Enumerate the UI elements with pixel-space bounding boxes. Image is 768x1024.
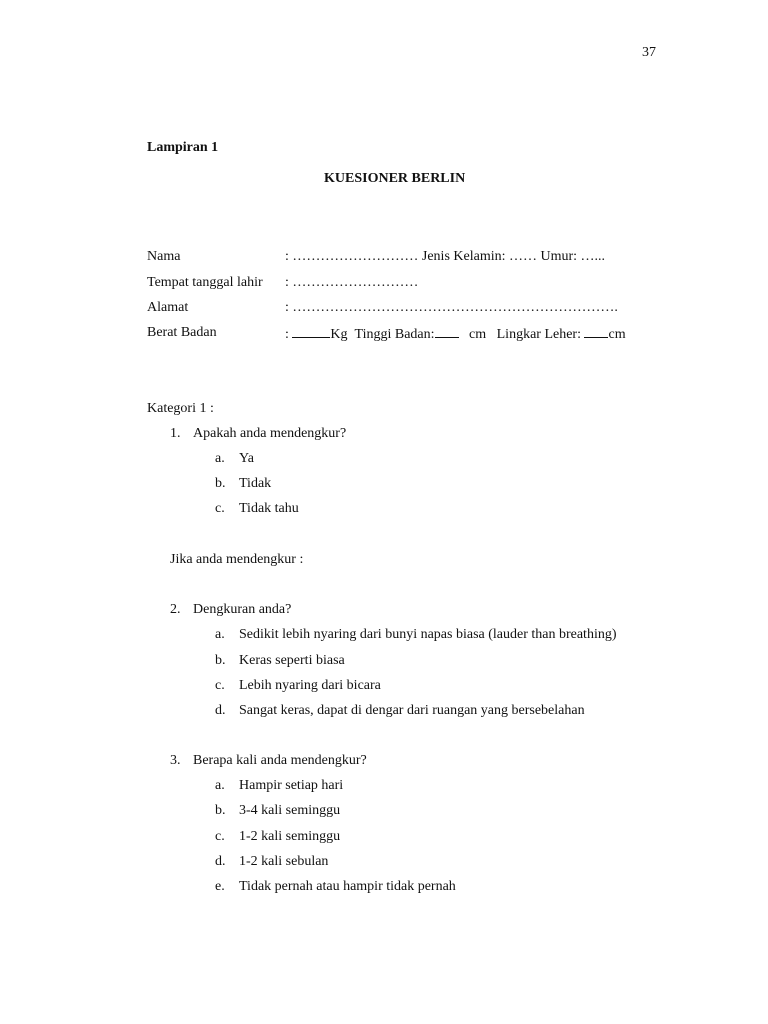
- q2-option-text: Sedikit lebih nyaring dari bunyi napas biasa (lauder than breathing): [239, 627, 617, 642]
- q3-option-letter: c.: [215, 829, 225, 844]
- berat-colon: :: [285, 327, 289, 342]
- category-label: Kategori 1 :: [147, 401, 214, 416]
- q2-text: Dengkuran anda?: [193, 602, 292, 617]
- tinggi-blank: [435, 325, 459, 338]
- q2-number: 2.: [170, 602, 181, 617]
- q1-option-text: Tidak tahu: [239, 501, 299, 516]
- leher-blank: [584, 325, 608, 338]
- q2-option-text: Keras seperti biasa: [239, 653, 345, 668]
- q2-option-letter: a.: [215, 627, 225, 642]
- q2-option-text: Lebih nyaring dari bicara: [239, 678, 381, 693]
- q2-option-letter: d.: [215, 703, 226, 718]
- document-title: KUESIONER BERLIN: [324, 171, 466, 186]
- ttl-field: : ………………………: [285, 275, 419, 290]
- q3-option-letter: a.: [215, 778, 225, 793]
- q3-option-text: 1-2 kali seminggu: [239, 829, 341, 844]
- page-number: 37: [642, 45, 656, 60]
- alamat-field: : …………………………………………………………….: [285, 300, 618, 315]
- ttl-label: Tempat tanggal lahir: [147, 275, 263, 290]
- q1-option-text: Ya: [239, 451, 254, 466]
- q3-option-text: 3-4 kali seminggu: [239, 803, 341, 818]
- berat-unit: Kg: [330, 327, 348, 342]
- q3-option-text: Hampir setiap hari: [239, 778, 344, 793]
- q1-option-text: Tidak: [239, 476, 272, 491]
- berat-blank: [292, 325, 330, 338]
- leher-label: Lingkar Leher:: [496, 327, 581, 342]
- q3-option-letter: d.: [215, 854, 226, 869]
- q3-option-text: 1-2 kali sebulan: [239, 854, 329, 869]
- berat-row: [285, 325, 626, 343]
- q3-number: 3.: [170, 753, 181, 768]
- q3-text: Berapa kali anda mendengkur?: [193, 753, 367, 768]
- q3-option-letter: e.: [215, 879, 225, 894]
- q1-number: 1.: [170, 426, 181, 441]
- leher-unit: cm: [608, 327, 626, 342]
- tinggi-label: Tinggi Badan:: [354, 327, 435, 342]
- tinggi-unit: cm: [469, 327, 487, 342]
- q1-option-letter: a.: [215, 451, 225, 466]
- berat-label: Berat Badan: [147, 325, 217, 340]
- nama-field: : ……………………… Jenis Kelamin: …… Umur: …...: [285, 249, 606, 264]
- q2-option-letter: b.: [215, 653, 226, 668]
- q3-option-text: Tidak pernah atau hampir tidak pernah: [239, 879, 456, 894]
- q2-option-text: Sangat keras, dapat di dengar dari ruangan yang bersebelahan: [239, 703, 585, 718]
- appendix-label: Lampiran 1: [147, 140, 219, 155]
- q2-option-letter: c.: [215, 678, 225, 693]
- q3-option-letter: b.: [215, 803, 226, 818]
- nama-label: Nama: [147, 249, 181, 264]
- q1-option-letter: c.: [215, 501, 225, 516]
- alamat-label: Alamat: [147, 300, 189, 315]
- condition-text: Jika anda mendengkur :: [170, 552, 304, 567]
- q1-text: Apakah anda mendengkur?: [193, 426, 347, 441]
- q1-option-letter: b.: [215, 476, 226, 491]
